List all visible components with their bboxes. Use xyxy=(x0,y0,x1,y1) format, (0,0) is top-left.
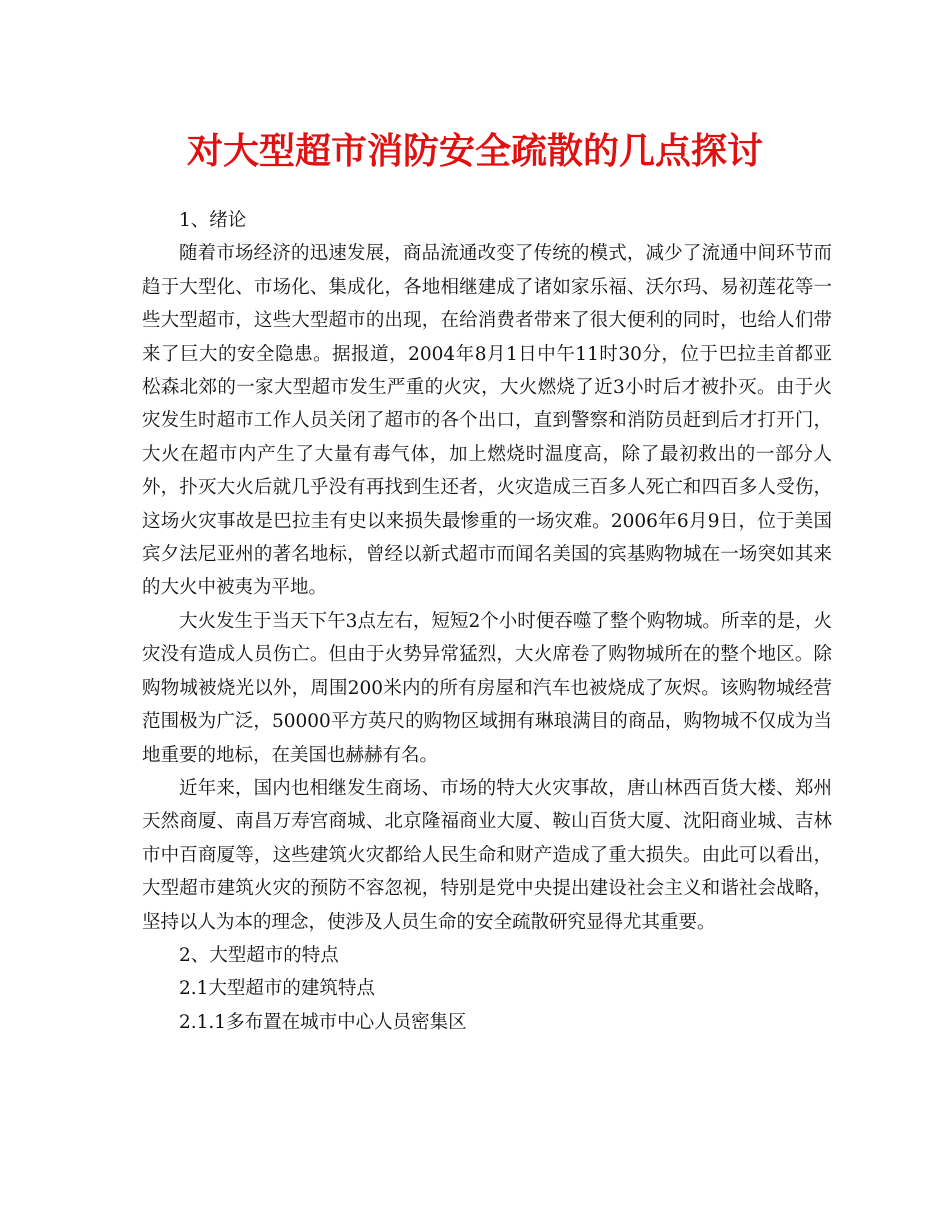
paragraph: 近年来，国内也相继发生商场、市场的特大火灾事故，唐山林西百货大楼、郑州天然商厦、南昌万寿宫商城、北京隆福商业大厦、鞍山百货大厦、沈阳商业城、吉林市中百商厦等，这些建筑火灾都给人民生命和财产造成了重大损失。由此可以看出，大型超市建筑火灾的预防不容忽视，特别是党中央提出建设社会主义和谐社会战略，坚持以人为本的理念，使涉及人员生命的安全疏散研究显得尤其重要。 xyxy=(142,777,832,933)
subsubsection-heading: 2.1.1多布置在城市中心人员密集区 xyxy=(179,1011,467,1033)
paragraph: 大火发生于当天下午3点左右，短短2个小时便吞噬了整个购物城。所幸的是，火灾没有造成人员伤亡。但由于火势异常猛烈，大火席卷了购物城所在的整个地区。除购物城被烧光以外，周围200米内的所有房屋和汽车也被烧成了灰烬。该购物城经营范围极为广泛，50000平方英尺的购物区域拥有琳琅满目的商品，购物城不仅成为当地重要的地标，在美国也赫赫有名。 xyxy=(142,610,832,766)
paragraph: 随着市场经济的迅速发展，商品流通改变了传统的模式，减少了流通中间环节而趋于大型化、市场化、集成化，各地相继建成了诸如家乐福、沃尔玛、易初莲花等一些大型超市，这些大型超市的出现，在给消费者带来了很大便利的同时，也给人们带来了巨大的安全隐患。据报道，2004年8月1日中午11时30分，位于巴拉圭首都亚松森北郊的一家大型超市发生严重的火灾，大火燃烧了近3小时后才被扑灭。由于火灾发生时超市工作人员关闭了超市的各个出口，直到警察和消防员赶到后才打开门，大火在超市内产生了大量有毒气体，加上燃烧时温度高，除了最初救出的一部分人外，扑灭大火后就几乎没有再找到生还者，火灾造成三百多人死亡和四百多人受伤，这场火灾事故是巴拉圭有史以来损失最惨重的一场灾难。2006年6月9日，位于美国宾夕法尼亚州的著名地标，曾经以新式超市而闻名美国的宾基购物城在一场突如其来的大火中被夷为平地。 xyxy=(142,243,832,599)
document-title: 对大型超市消防安全疏散的几点探讨 xyxy=(186,130,763,172)
subsection-heading: 2.1大型超市的建筑特点 xyxy=(179,978,375,1000)
section-heading: 2、大型超市的特点 xyxy=(179,944,339,966)
document-body xyxy=(142,204,832,1039)
section-heading: 1、绪论 xyxy=(179,210,247,231)
